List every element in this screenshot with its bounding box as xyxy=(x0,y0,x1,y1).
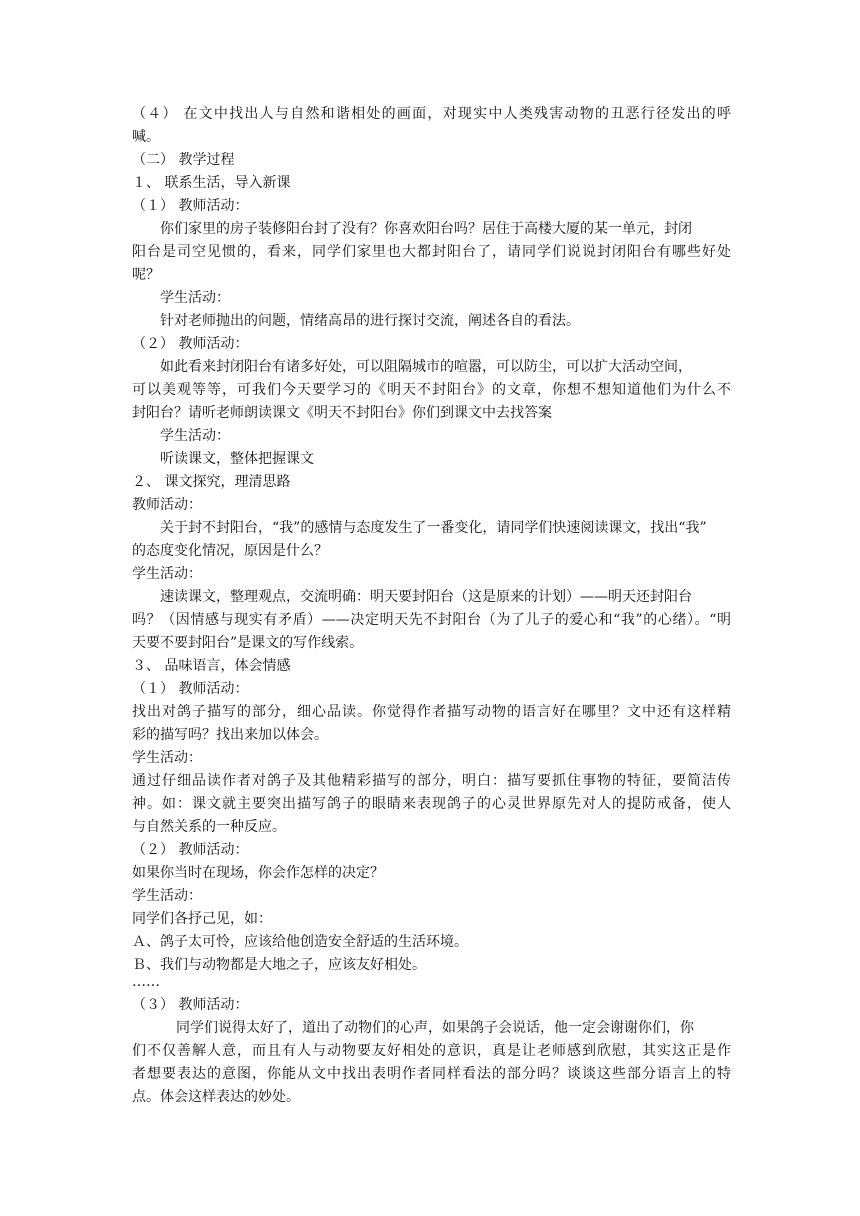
text-line: 吗？（因情感与现实有矛盾）——决定明天先不封阳台（为了儿子的爱心和“我”的心绪）。“明 xyxy=(132,612,731,628)
text-line: 喊。 xyxy=(132,129,160,145)
text-line: 如此看来封闭阳台有诸多好处，可以阻隔城市的喧嚣，可以防尘，可以扩大活动空间， xyxy=(160,359,692,375)
activity-label: 教师活动： xyxy=(132,497,202,513)
text-line: 可以美观等等，可我们今天要学习的《明天不封阳台》的文章，你想不想知道他们为什么不 xyxy=(132,382,731,398)
ellipsis: …… xyxy=(132,974,160,990)
text-line: 同学们说得太好了，道出了动物们的心声，如果鸽子会说话，他一定会谢谢你们，你 xyxy=(176,1020,694,1036)
activity-label: （１） 教师活动： xyxy=(132,681,249,697)
activity-label: （２） 教师活动： xyxy=(132,842,249,858)
text-line: 彩的描写吗？找出来加以体会。 xyxy=(132,727,328,743)
section-heading: （二） 教学过程 xyxy=(132,152,235,168)
activity-label: （１） 教师活动： xyxy=(132,198,249,214)
activity-label: 学生活动： xyxy=(160,290,230,306)
list-item: Ｂ、我们与动物都是大地之子，应该友好相处。 xyxy=(132,957,426,973)
text-line: 同学们各抒己见，如： xyxy=(132,911,272,927)
text-line: 听读课文，整体把握课文 xyxy=(160,451,314,467)
text-line: 天要不要封阳台”是课文的写作线索。 xyxy=(132,635,364,651)
text-line: 点。体会这样表达的妙处。 xyxy=(132,1089,300,1105)
text-line: 通过仔细品读作者对鸽子及其他精彩描写的部分，明白：描写要抓住事物的特征，要简洁传 xyxy=(132,773,731,789)
text-line: 们不仅善解人意，而且有人与动物要友好相处的意识，真是让老师感到欣慰，其实这正是作 xyxy=(132,1043,731,1059)
text-line: 如果你当时在现场，你会作怎样的决定？ xyxy=(132,865,384,881)
text-line: 呢？ xyxy=(132,267,160,283)
activity-label: 学生活动： xyxy=(132,566,202,582)
list-item: Ａ、鸽子太可怜，应该给他创造安全舒适的生活环境。 xyxy=(132,934,468,950)
text-line: 针对老师抛出的问题，情绪高昂的进行探讨交流，阐述各自的看法。 xyxy=(160,313,580,329)
text-line: 封阳台？请听老师朗读课文《明天不封阳台》你们到课文中去找答案 xyxy=(132,405,552,421)
text-line: 神。如：课文就主要突出描写鸽子的眼睛来表现鸽子的心灵世界原先对人的提防戒备，使人 xyxy=(132,796,731,812)
step-heading: ２、 课文探究，理清思路 xyxy=(132,474,291,490)
text-line: （４） 在文中找出人与自然和谐相处的画面，对现实中人类残害动物的丑恶行径发出的呼 xyxy=(132,106,731,122)
activity-label: 学生活动： xyxy=(132,750,202,766)
text-line: 找出对鸽子描写的部分，细心品读。你觉得作者描写动物的语言好在哪里？文中还有这样精 xyxy=(132,704,731,720)
text-line: 阳台是司空见惯的，看来，同学们家里也大都封阳台了，请同学们说说封闭阳台有哪些好处 xyxy=(132,244,731,260)
text-line: 速读课文，整理观点，交流明确：明天要封阳台（这是原来的计划）——明天还封阳台 xyxy=(160,589,692,605)
activity-label: 学生活动： xyxy=(160,428,230,444)
activity-label: （２） 教师活动： xyxy=(132,336,249,352)
activity-label: （３） 教师活动： xyxy=(132,997,249,1013)
activity-label: 学生活动： xyxy=(132,888,202,904)
text-line: 的态度变化情况，原因是什么？ xyxy=(132,543,328,559)
text-line: 与自然关系的一种反应。 xyxy=(132,819,286,835)
text-line: 关于封不封阳台，“我”的感情与态度发生了一番变化，请同学们快速阅读课文，找出“我” xyxy=(160,520,707,536)
step-heading: １、 联系生活，导入新课 xyxy=(132,175,291,191)
text-line: 者想要表达的意图，你能从文中找出表明作者同样看法的部分吗？谈谈这些部分语言上的特 xyxy=(132,1066,731,1082)
text-line: 你们家里的房子装修阳台封了没有？你喜欢阳台吗？居住于高楼大厦的某一单元，封闭 xyxy=(160,221,692,237)
step-heading: ３、 品味语言，体会情感 xyxy=(132,658,291,674)
